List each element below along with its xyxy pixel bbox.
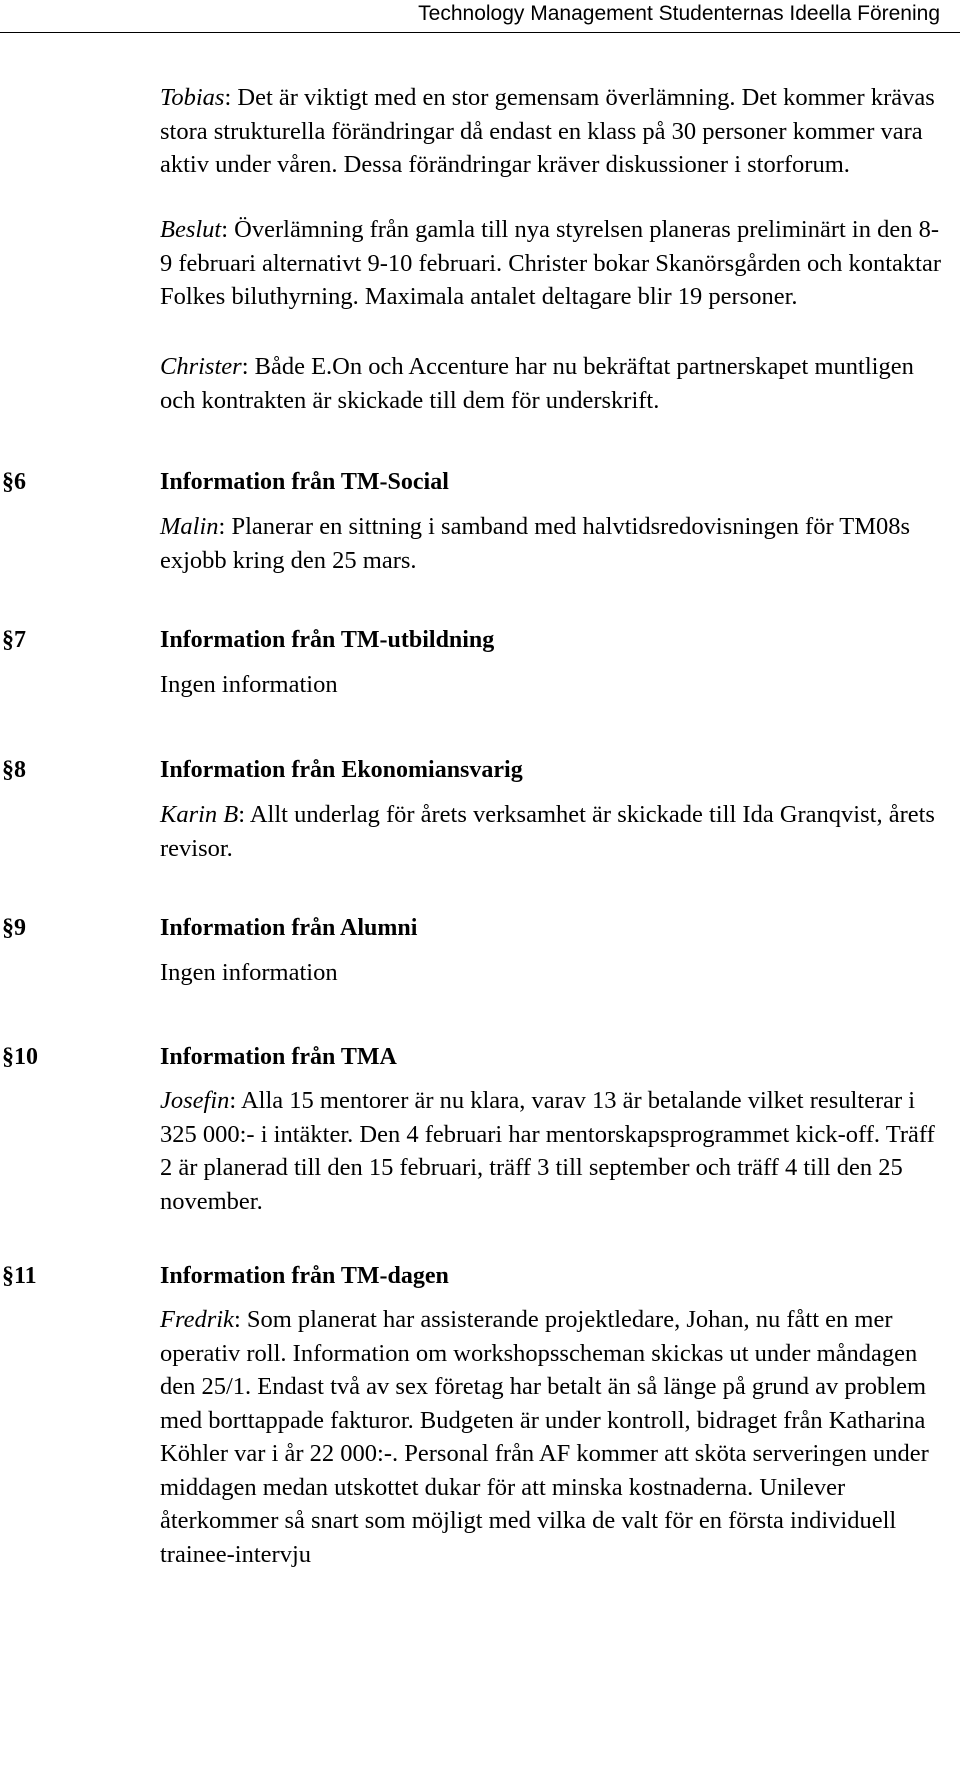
section-number: §11 bbox=[2, 1263, 37, 1289]
speaker-name: Malin bbox=[160, 513, 219, 540]
paragraph-text: : Både E.On och Accenture har nu bekräftat partnerskapet muntligen och kontrakten är skickade till dem för underskrift. bbox=[160, 353, 914, 414]
section-title: Information från Ekonomiansvarig bbox=[160, 757, 523, 783]
section-body-text: : Planerar en sittning i samband med halvtidsredovisningen för TM08s exjobb kring den 25 mars. bbox=[160, 513, 911, 574]
section-body-text: Ingen information bbox=[160, 671, 338, 698]
section-body bbox=[160, 668, 950, 702]
paragraph-christer bbox=[160, 350, 950, 417]
speaker-name: Fredrik bbox=[160, 1306, 234, 1333]
speaker-name: Tobias bbox=[160, 84, 225, 111]
section-title: Information från TM-Social bbox=[160, 469, 449, 495]
paragraph-text: : Det är viktigt med en stor gemensam överlämning. Det kommer krävas stora strukturella förändringar då endast en klass på 30 personer kommer vara aktiv under våren. Dessa förändringar kräver diskussioner i storforum. bbox=[160, 84, 935, 178]
paragraph-tobias bbox=[160, 81, 950, 182]
section-title: Information från TMA bbox=[160, 1044, 397, 1070]
section-body-text: : Alla 15 mentorer är nu klara, varav 13 är betalande vilket resulterar i 325 000:- i intäkter. Den 4 februari har mentorskapsprogrammet kick-off. Träff 2 är planerad till den 15 februari, träff 3 till september och träff 4 till den 25 november. bbox=[160, 1087, 935, 1215]
section-body-text: : Som planerat har assisterande projektledare, Johan, nu fått en mer operativ roll. Information om workshopsscheman skickas ut under måndagen den 25/1. Endast två av sex företag har betalt än så länge på grund av problem med borttappade fakturor. Budgeten är under kontroll, bidraget från Katharina Köhler var i år 22 000:-. Personal från AF kommer att sköta serveringen under middagen medan utskottet dukar för att minska kostnaderna. Unilever återkommer så snart som möjligt med vilka de valt för en första individuell trainee-intervju bbox=[160, 1306, 929, 1568]
section-body bbox=[160, 1084, 950, 1218]
section-number: §10 bbox=[2, 1044, 38, 1070]
paragraph-beslut bbox=[160, 213, 950, 314]
section-number: §6 bbox=[2, 469, 26, 495]
speaker-name: Beslut bbox=[160, 216, 222, 243]
speaker-name: Christer bbox=[160, 353, 242, 380]
section-body bbox=[160, 1303, 950, 1571]
section-body bbox=[160, 798, 950, 865]
page-header: Technology Management Studenternas Ideella Förening bbox=[418, 2, 940, 25]
speaker-name: Karin B bbox=[160, 801, 239, 828]
section-body bbox=[160, 956, 950, 990]
section-number: §9 bbox=[2, 915, 26, 941]
section-body bbox=[160, 510, 950, 577]
section-title: Information från TM-dagen bbox=[160, 1263, 449, 1289]
section-number: §8 bbox=[2, 757, 26, 783]
section-title: Information från Alumni bbox=[160, 915, 418, 941]
paragraph-text: : Överlämning från gamla till nya styrelsen planeras preliminärt in den 8-9 februari alternativt 9-10 februari. Christer bokar Skanörsgården och kontaktar Folkes biluthyrning. Maximala antalet deltagare blir 19 personer. bbox=[160, 216, 941, 310]
section-body-text: : Allt underlag för årets verksamhet är skickade till Ida Granqvist, årets revisor. bbox=[160, 801, 935, 862]
header-divider bbox=[0, 32, 960, 33]
section-body-text: Ingen information bbox=[160, 959, 338, 986]
section-number: §7 bbox=[2, 627, 26, 653]
section-title: Information från TM-utbildning bbox=[160, 627, 495, 653]
speaker-name: Josefin bbox=[160, 1087, 230, 1114]
